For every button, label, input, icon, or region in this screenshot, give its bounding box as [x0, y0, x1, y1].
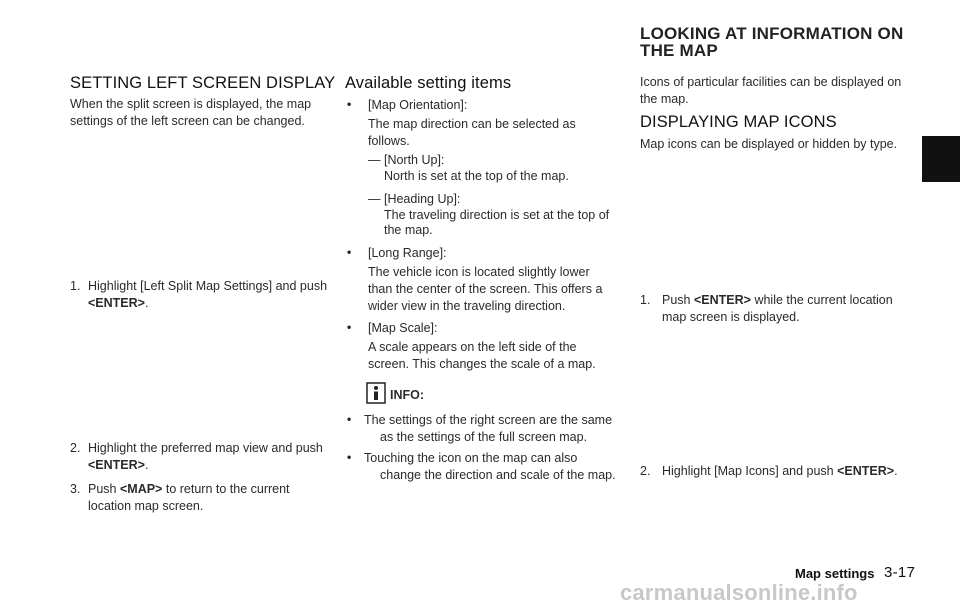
left-intro-line2: settings of the left screen can be changed. [70, 114, 305, 128]
item2-label: [Long Range]: [368, 246, 447, 260]
right-heading-line1: LOOKING AT INFORMATION ON [640, 24, 904, 43]
bullet-icon: • [347, 245, 352, 259]
info-label: INFO: [390, 388, 425, 402]
right-step2-line [662, 463, 898, 480]
left-step3-pre: Push [88, 482, 117, 496]
right-step2-num: 2. [640, 464, 651, 478]
right-step1-key: <ENTER> [693, 293, 751, 307]
left-step1-num: 1. [70, 279, 81, 293]
sub2-desc-line1: The traveling direction is set at the top of [384, 208, 610, 222]
right-step1-line2: map screen is displayed. [662, 310, 800, 324]
left-step3-line1 [88, 481, 324, 498]
left-step2-end: . [144, 458, 149, 472]
sub2-label: — [Heading Up]: [368, 192, 461, 206]
item1-label: [Map Orientation]: [368, 98, 468, 112]
right-subheading: DISPLAYING MAP ICONS [640, 113, 837, 131]
left-step3-line2: location map screen. [88, 499, 204, 513]
left-step3-key: <MAP> [119, 482, 163, 496]
page-number: 3-17 [884, 564, 916, 581]
right-intro-line1: Icons of particular facilities can be displayed on [640, 75, 902, 89]
item1-desc-line2: follows. [368, 134, 410, 148]
left-heading: SETTING LEFT SCREEN DISPLAY [70, 74, 336, 92]
left-step2-line2 [88, 457, 148, 474]
sub1-desc: North is set at the top of the map. [384, 169, 569, 183]
right-step1-num: 1. [640, 293, 651, 307]
middle-heading: Available setting items [345, 74, 512, 92]
bullet-icon: • [347, 320, 352, 334]
item1-desc-line1: The map direction can be selected as [368, 117, 576, 131]
right-intro-line2: the map. [640, 92, 689, 106]
left-step2-key: <ENTER> [88, 458, 145, 472]
sub1-label: — [North Up]: [368, 153, 445, 167]
left-step2-num: 2. [70, 441, 81, 455]
right-step1-post: while the current location [754, 293, 893, 307]
bullet-icon: • [347, 97, 352, 111]
item2-line2: than the center of the screen. This offers a [368, 282, 603, 296]
item3-label: [Map Scale]: [368, 321, 438, 335]
right-step1-pre: Push [662, 293, 691, 307]
right-step1-line1 [662, 292, 916, 309]
right-step2-key: <ENTER> [837, 464, 895, 478]
right-step2-end: . [894, 464, 898, 478]
item3-line2: screen. This changes the scale of a map. [368, 357, 596, 371]
bullet-icon: • [347, 450, 352, 464]
left-step1-line2 [88, 295, 148, 312]
sub2-desc-line2: the map. [384, 223, 433, 237]
info2-line1: Touching the icon on the map can also [364, 451, 578, 465]
item2-line1: The vehicle icon is located slightly lower [368, 265, 590, 279]
right-sub-intro: Map icons can be displayed or hidden by type. [640, 137, 898, 151]
left-intro-line1: When the split screen is displayed, the map [70, 97, 312, 111]
item2-line3: wider view in the traveling direction. [368, 299, 566, 313]
bullet-icon: • [347, 412, 352, 426]
left-step2-line1: Highlight the preferred map view and push [88, 441, 323, 455]
left-step1-line1: Highlight [Left Split Map Settings] and push [88, 279, 328, 293]
left-step3-num: 3. [70, 482, 81, 496]
section-tab [922, 136, 960, 182]
info2-line2: change the direction and scale of the map. [380, 468, 616, 482]
info-icon [366, 382, 386, 404]
left-step3-post: to return to the current [165, 482, 290, 496]
watermark: carmanualsonline.info [620, 580, 858, 605]
info1-line2: as the settings of the full screen map. [380, 430, 588, 444]
right-step2-pre: Highlight [Map Icons] and push [662, 464, 834, 478]
right-heading-line2: THE MAP [640, 41, 718, 60]
info1-line1: The settings of the right screen are the same [364, 413, 613, 427]
left-step1-end: . [144, 296, 149, 310]
footer-section: Map settings [795, 566, 875, 581]
item3-line1: A scale appears on the left side of the [368, 340, 577, 354]
left-step1-key: <ENTER> [88, 296, 145, 310]
